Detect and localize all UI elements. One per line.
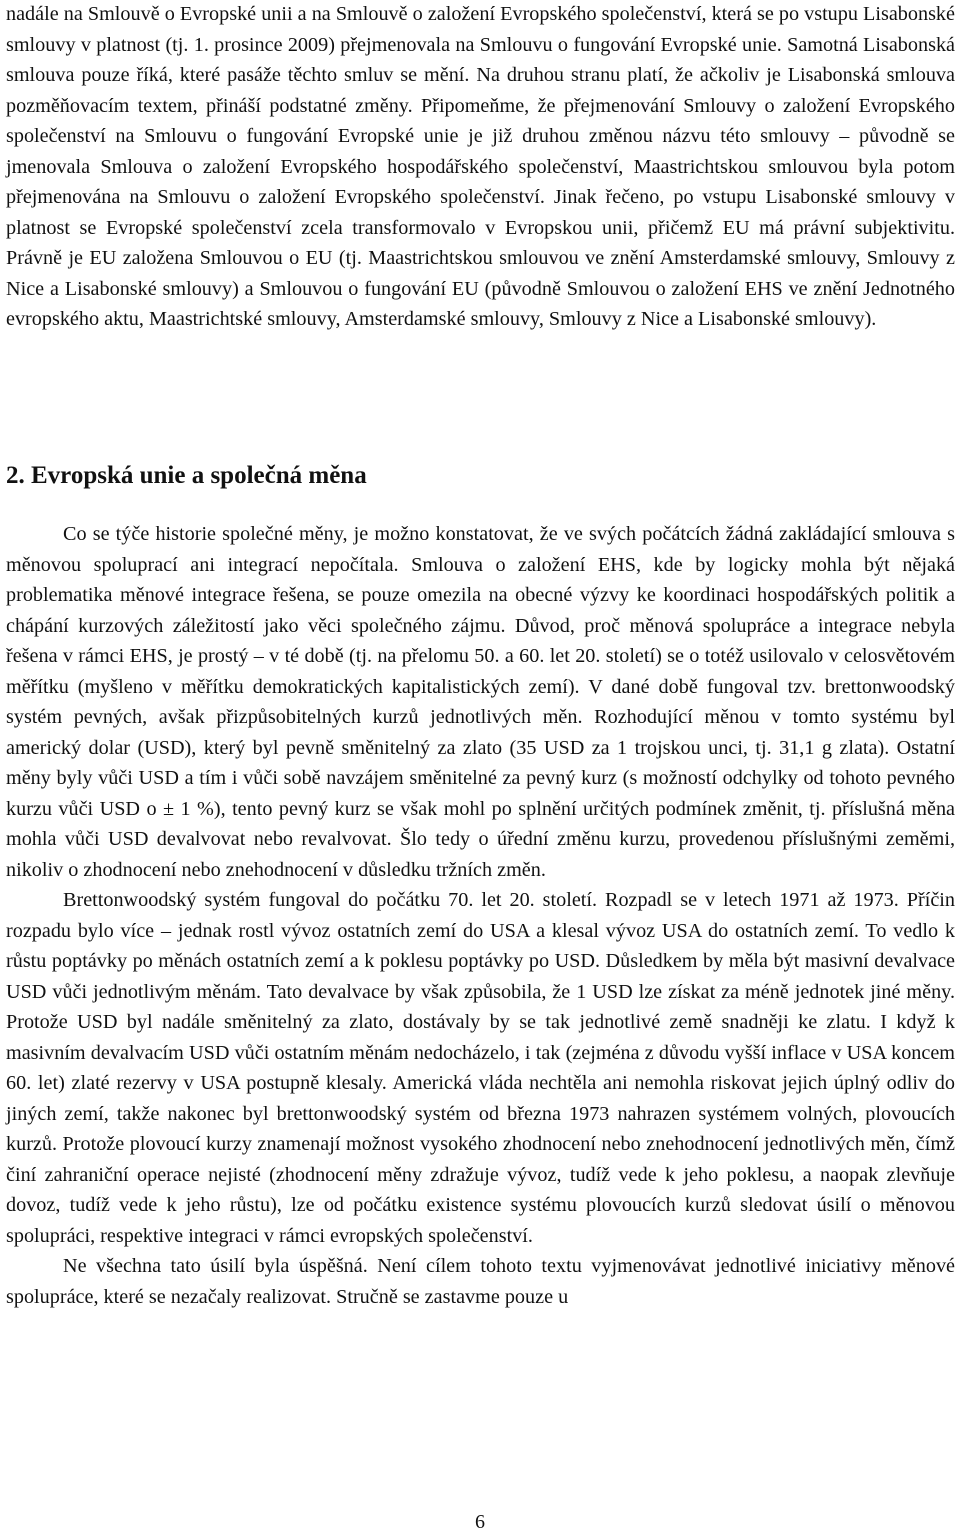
section-heading: 2. Evropská unie a společná měna (6, 462, 367, 489)
paragraph-bretton-woods: Brettonwoodský systém fungoval do počátku 70. let 20. století. Rozpadl se v letech 1971 až 1973. Příčin rozpadu bylo více – jednak rostl vývoz ostatních zemí do USA a klesal vývoz USA do ostatních zemí. To vedlo k růstu poptávky po měnách ostatních zemí a k poklesu poptávky po USD. Důsledkem by měla být masivní devalvace USD vůči jednotlivým měnám. Tato devalvace by však způsobila, že 1 USD lze získat za méně jednotek jiné měny. Protože USD byl nadále směnitelný za zlato, dostávaly by se tak jednotlivé země snadněji ke zlatu. I když k masivním devalvacím USD vůči ostatním měnám nedocházelo, i tak (zejména z důvodu vyšší inflace v USA koncem 60. let) zlaté rezervy v USA postupně klesaly. Americká vláda nechtěla ani nemohla riskovat jejich úplný odliv do jiných zemí, takže nakonec byl brettonwoodský systém od března 1973 nahrazen systémem volných, plovoucích kurzů. Protože plovoucí kurzy znamenají možnost vysokého zhodnocení nebo znehodnocení jednotlivých měn, čímž činí zahraniční operace nejisté (zhodnocení měny zdražuje vývoz, tudíž vede k jeho poklesu, a naopak zlevňuje dovoz, tudíž vede k jeho růstu), lze od počátku existence systému plovoucích kurzů sledovat úsilí o měnovou spolupráci, respektive integraci v rámci evropských společenství. (6, 889, 955, 1247)
section-body (6, 519, 955, 1312)
paragraph-initiatives: Ne všechna tato úsilí byla úspěšná. Není cílem tohoto textu vyjmenovávat jednotlivé iniciativy měnové spolupráce, které se nezačaly realizovat. Stručně se zastavme pouze u (6, 1255, 955, 1308)
page-number: 6 (475, 1511, 485, 1533)
document-page (6, 0, 955, 335)
paragraph-currency-history: Co se týče historie společné měny, je možno konstatovat, že ve svých počátcích žádná zakládající smlouva s měnovou spoluprací ani integrací nepočítala. Smlouva o založení EHS, kde by logicky mohla být nějaká problematika měnové integrace řešena, se pouze omezila na obecné výzvy ke koordinaci hospodářských politik a chápání kurzových záležitostí jako věci společného zájmu. Důvod, proč měnová spolupráce a integrace nebyla řešena v rámci EHS, je prostý – v té době (tj. na přelomu 50. a 60. let 20. století) se o totéž usilovalo v celosvětovém měřítku (myšleno v měřítku demokratických kapitalistických zemí). V dané době fungoval tzv. brettonwoodský systém pevných, avšak přizpůsobitelných kurzů jednotlivých měn. Rozhodující měnou v tomto systému byl americký dolar (USD), který byl pevně směnitelný za zlato (35 USD za 1 trojskou unci, tj. 31,1 g zlata). Ostatní měny byly vůči USD a tím i vůči sobě navzájem směnitelné za pevný kurz (s možností odchylky od tohoto pevného kurzu vůči USD o ± 1 %), tento pevný kurz se však mohl po splnění určitých podmínek změnit, tj. příslušná měna mohla vůči USD devalvovat nebo revalvovat. Šlo tedy o úřední změnu kurzu, provedenou příslušnými zeměmi, nikoliv o zhodnocení nebo znehodnocení v důsledku tržních změn. (6, 523, 955, 881)
intro-paragraph: nadále na Smlouvě o Evropské unii a na Smlouvě o založení Evropského společenství, která se po vstupu Lisabonské smlouvy v platnost (tj. 1. prosince 2009) přejmenovala na Smlouvu o fungování Evropské unie. Samotná Lisabonská smlouva pouze říká, které pasáže těchto smluv se mění. Na druhou stranu platí, že ačkoliv je Lisabonská smlouva pozměňovacím textem, přináší podstatné změny. Připomeňme, že přejmenování Smlouvy o založení Evropského společenství na Smlouvu o fungování Evropské unie je již druhou změnou názvu této smlouvy – původně se jmenovala Smlouva o založení Evropského hospodářského společenství, Maastrichtskou smlouvou byla potom přejmenována na Smlouvu o založení Evropského společenství. Jinak řečeno, po vstupu Lisabonské smlouvy v platnost se Evropské společenství zcela transformovalo v Evropskou unii, přičemž EU má právní subjektivitu. Právně je EU založena Smlouvou o EU (tj. Maastrichtskou smlouvou ve znění Amsterdamské smlouvy, Smlouvy z Nice a Lisabonské smlouvy) a Smlouvou o fungování EU (původně Smlouvou o založení EHS ve znění Jednotného evropského aktu, Maastrichtské smlouvy, Amsterdamské smlouvy, Smlouvy z Nice a Lisabonské smlouvy). (6, 3, 955, 330)
